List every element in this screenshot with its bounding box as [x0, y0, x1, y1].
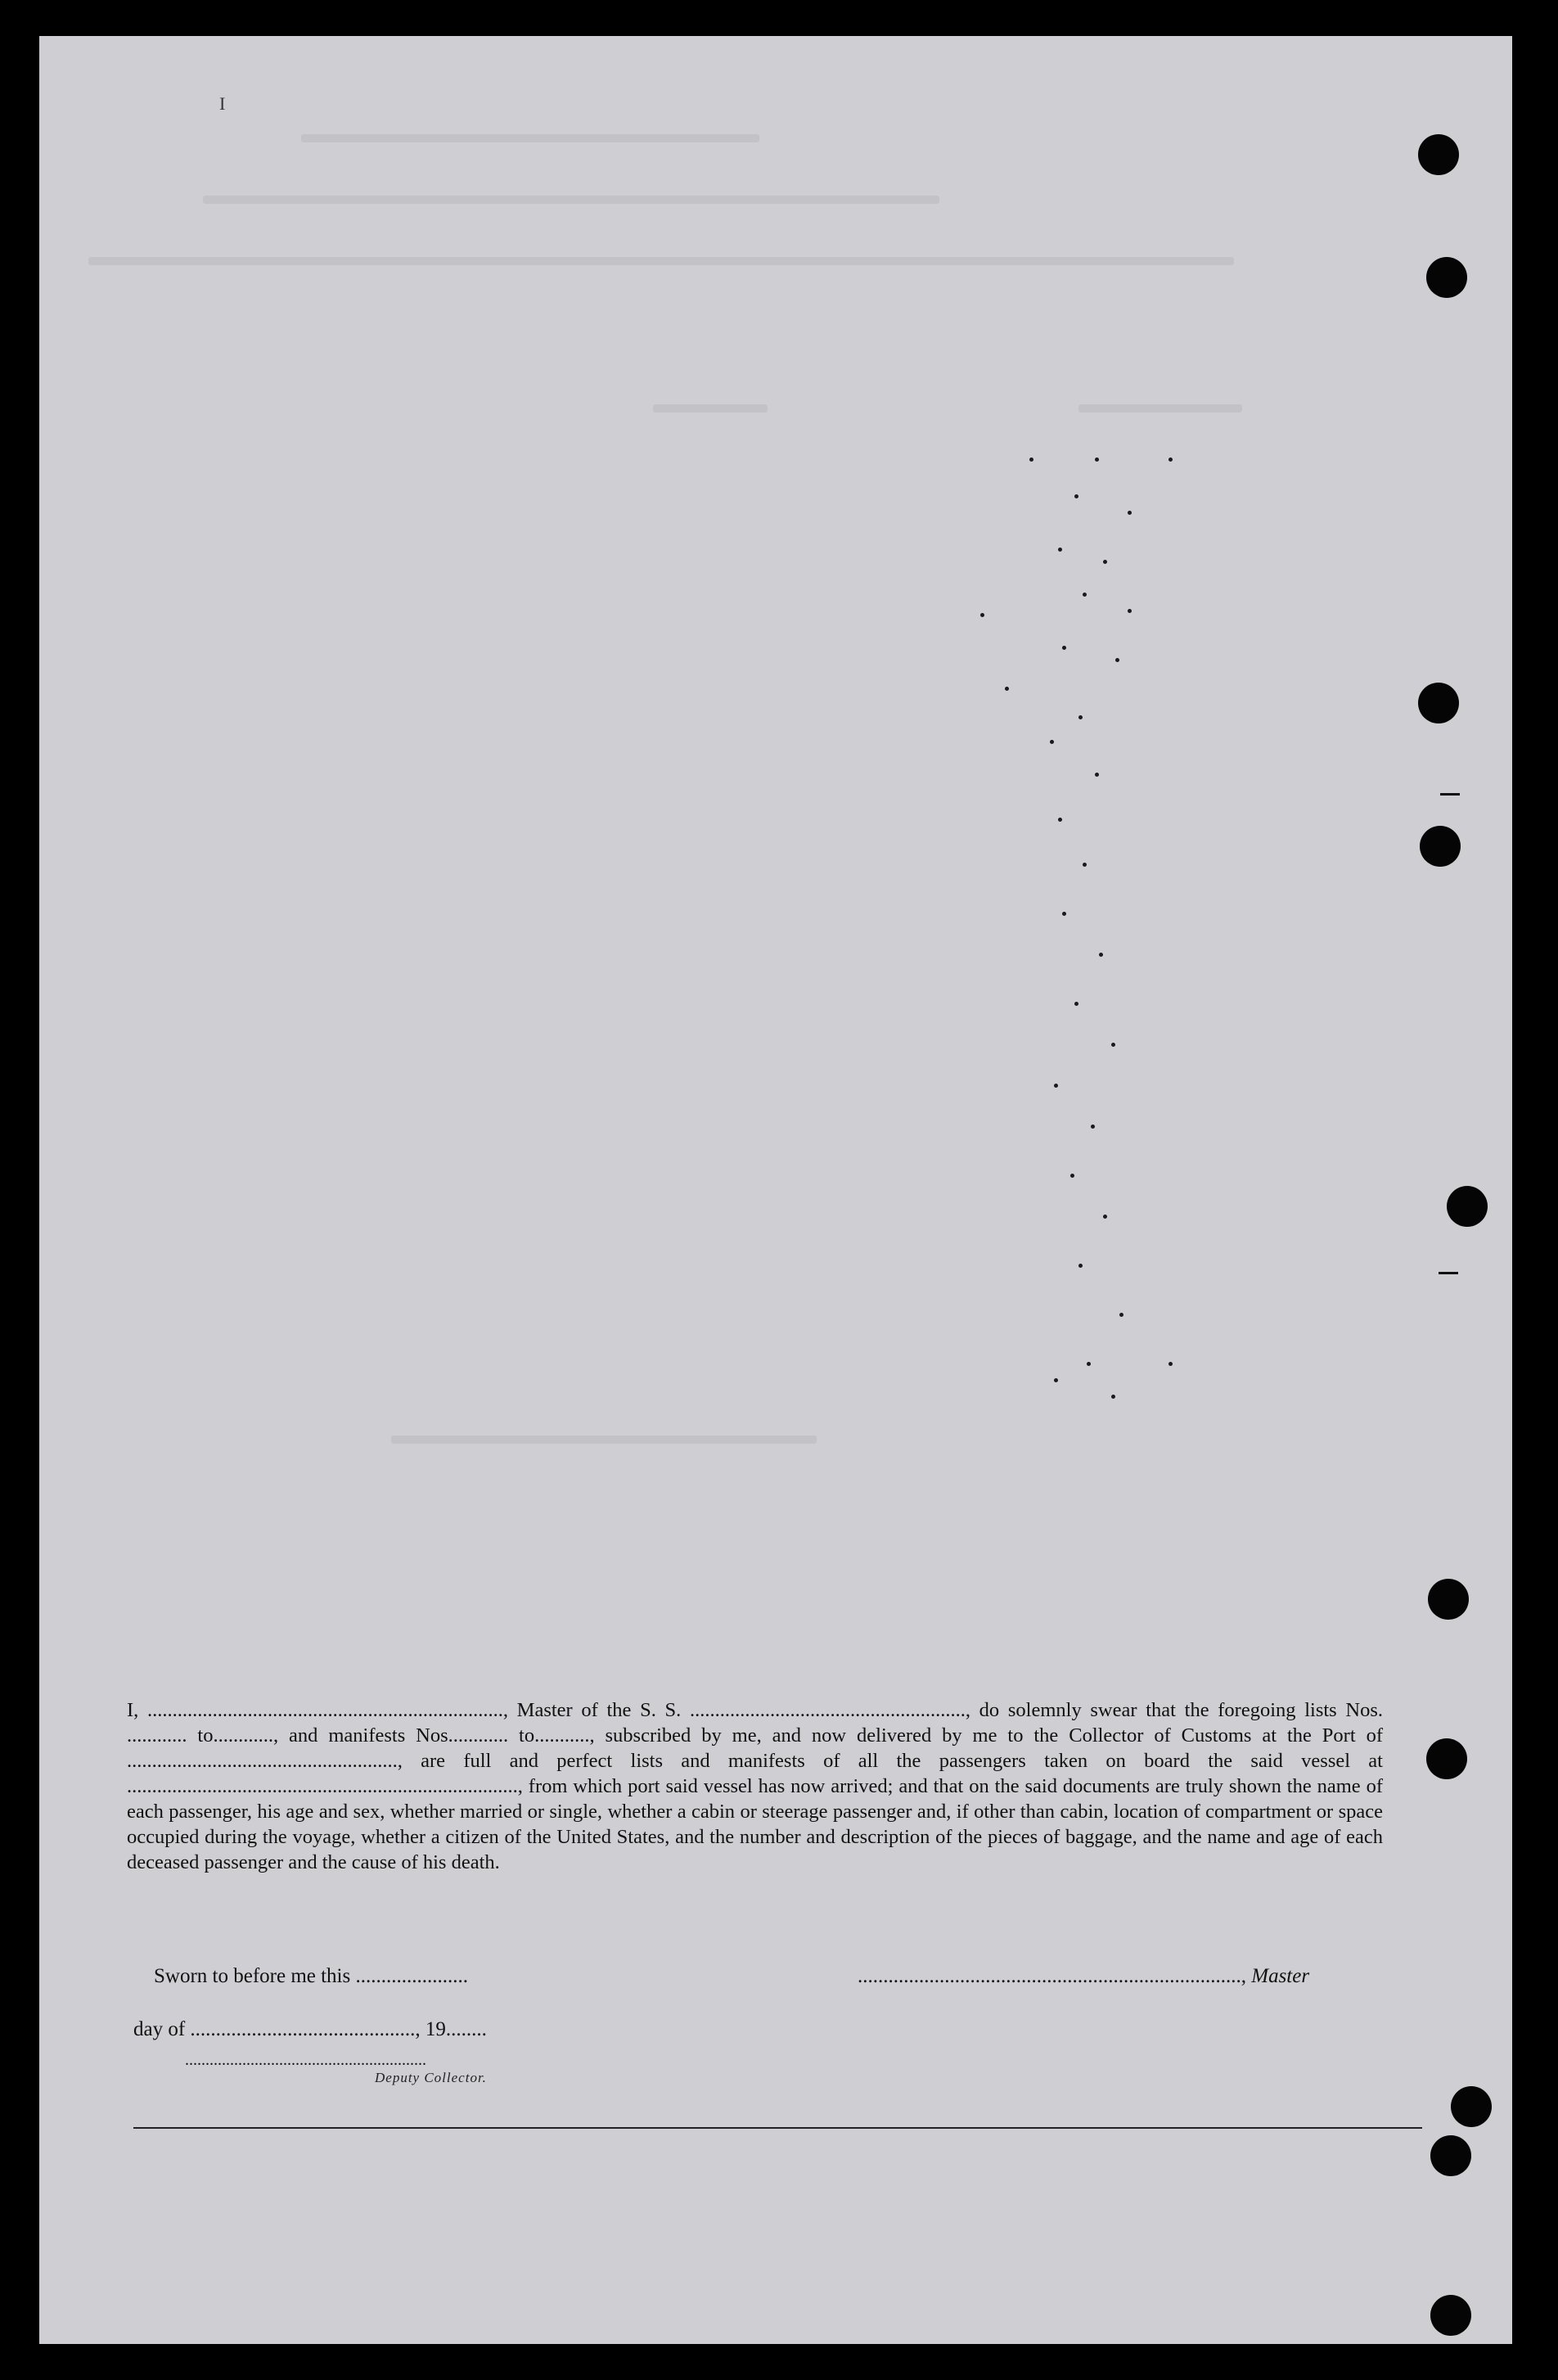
- bottom-rule: [133, 2127, 1422, 2129]
- bleed-through-mark: [653, 404, 768, 412]
- binder-hole: [1428, 1579, 1469, 1620]
- ink-speck: [1054, 1378, 1058, 1382]
- binder-hole: [1418, 683, 1459, 723]
- master-dots: ...........................................................................,: [858, 1965, 1252, 1987]
- ink-speck: [1095, 773, 1099, 777]
- ink-speck: [980, 613, 984, 617]
- binder-hole: [1430, 2295, 1471, 2336]
- ink-speck: [1062, 912, 1066, 916]
- bleed-through-mark: [203, 196, 939, 204]
- binder-hole: [1418, 134, 1459, 175]
- ink-speck: [1115, 658, 1119, 662]
- ink-speck: [1058, 818, 1062, 822]
- document-page: [39, 36, 1512, 2344]
- bleed-through-mark: [88, 257, 1234, 265]
- ink-speck: [1029, 458, 1033, 462]
- binder-hole: [1447, 1186, 1488, 1227]
- binder-hole: [1426, 257, 1467, 298]
- binder-hole: [1451, 2086, 1492, 2127]
- master-signature-line: [858, 1965, 1309, 1988]
- ink-speck: [1062, 646, 1066, 650]
- ink-speck: [1168, 1362, 1173, 1366]
- ink-speck: [1087, 1362, 1091, 1366]
- ink-speck: [1128, 609, 1132, 613]
- ink-speck: [1095, 458, 1099, 462]
- deputy-collector-label: Deputy Collector.: [375, 2070, 487, 2085]
- ink-speck: [1168, 458, 1173, 462]
- ink-speck: [1111, 1395, 1115, 1399]
- sworn-label: Sworn to before me this ......................: [154, 1965, 468, 1987]
- ink-speck: [1091, 1125, 1095, 1129]
- bleed-through-mark: [391, 1436, 817, 1444]
- ink-speck: [1083, 863, 1087, 867]
- master-label: Master: [1251, 1965, 1310, 1987]
- ink-speck: [1074, 494, 1078, 498]
- day-of-line: day of ............................................, 19........: [133, 2018, 487, 2040]
- ink-speck: [1050, 740, 1054, 744]
- master-oath: [127, 1697, 1383, 1875]
- ink-speck: [1078, 715, 1083, 719]
- ink-speck: [1005, 687, 1009, 691]
- binder-hole: [1426, 1738, 1467, 1779]
- page-mark: I: [219, 93, 226, 114]
- ink-speck: [1111, 1043, 1115, 1047]
- deputy-collector-line: ...........................................................: [185, 2051, 426, 2069]
- oath-text: I, ......................................................................., Master of the S. S. ......................................................., do solemnly swear that the foregoing lists Nos. ............ to............, and manifests Nos............ to..........., subscribed by me, and now delivered by me to the Collector of Customs at the Port of ......................................................, are full and perfect lists and manifests of all the passengers taken on board the said vessel at .............................................................................., from which port said vessel has now arrived; and that on the said documents are truly shown the name of each passenger, his age and sex, whether married or single, whether a cabin or steerage passenger and, if other than cabin, location of compartment or space occupied during the voyage, whether a citizen of the United States, and the number and description of the pieces of baggage, and the name and age of each deceased passenger and the cause of his death.: [127, 1699, 1383, 1873]
- ink-speck: [1128, 511, 1132, 515]
- binder-hole: [1420, 826, 1461, 867]
- edge-tick: [1439, 1272, 1458, 1274]
- bleed-through-mark: [1078, 404, 1242, 412]
- binder-hole: [1430, 2135, 1471, 2176]
- ink-speck: [1103, 1215, 1107, 1219]
- edge-tick: [1440, 793, 1460, 796]
- ink-speck: [1083, 593, 1087, 597]
- bleed-through-mark: [301, 134, 759, 142]
- ink-speck: [1058, 548, 1062, 552]
- ink-speck: [1078, 1264, 1083, 1268]
- ink-speck: [1054, 1084, 1058, 1088]
- ink-speck: [1099, 953, 1103, 957]
- ink-speck: [1070, 1174, 1074, 1178]
- ink-speck: [1074, 1002, 1078, 1006]
- ink-speck: [1103, 560, 1107, 564]
- ink-speck: [1119, 1313, 1123, 1317]
